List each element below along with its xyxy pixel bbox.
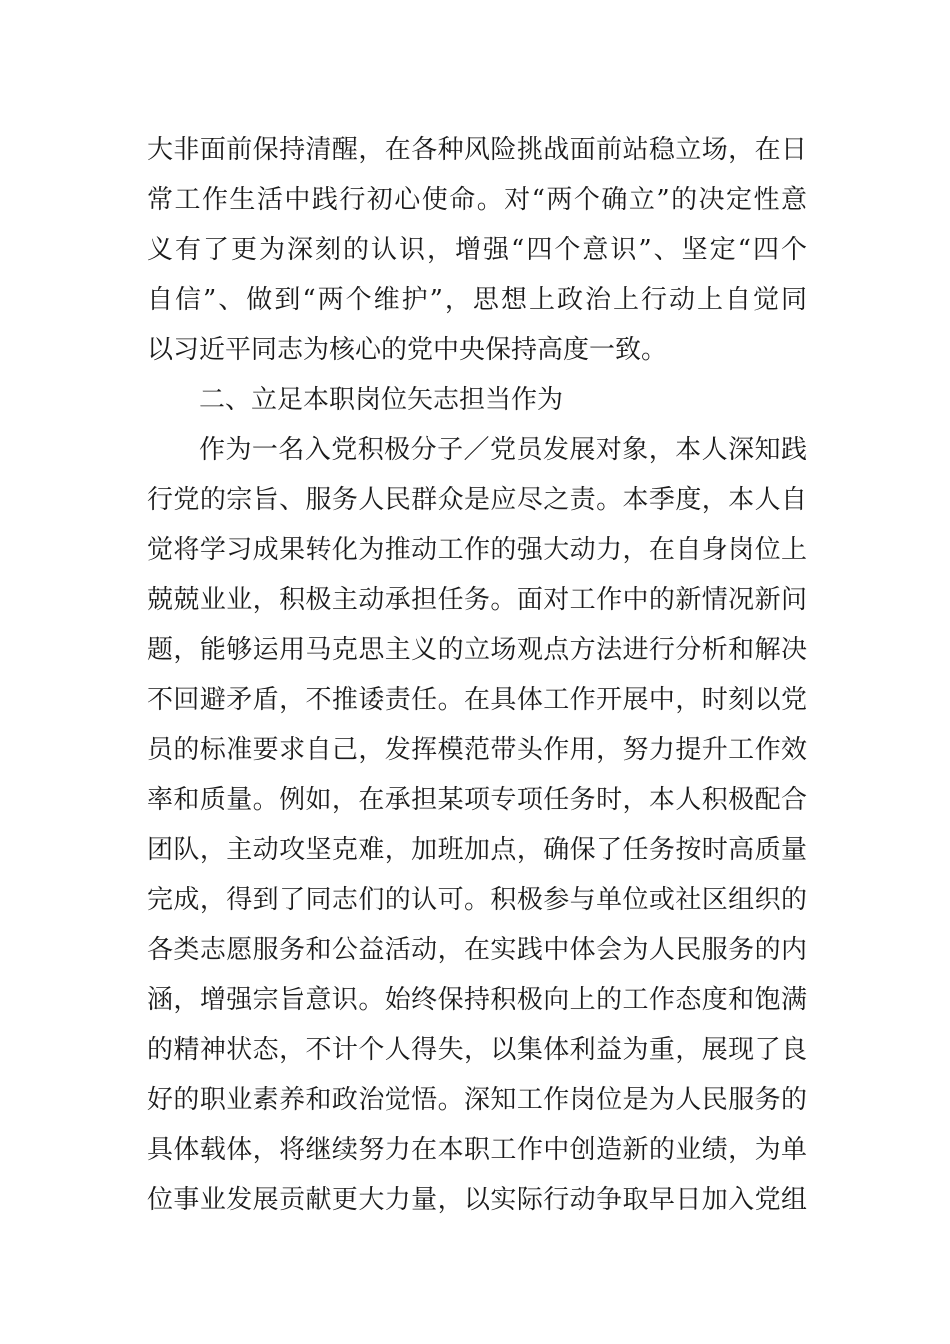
- paragraph-line: 以习近平同志为核心的党中央保持高度一致。: [147, 335, 668, 365]
- paragraph-line: 具体载体，将继续努力在本职工作中创造新的业绩，为单: [147, 1135, 807, 1165]
- paragraph-line: 兢兢业业，积极主动承担任务。面对工作中的新情况新问: [147, 585, 807, 615]
- paragraph-line: 自信”、做到“两个维护”，思想上政治上行动上自觉同: [147, 285, 807, 315]
- paragraph-line: 各类志愿服务和公益活动，在实践中体会为人民服务的内: [147, 935, 807, 965]
- paragraph-line: 的精神状态，不计个人得失，以集体利益为重，展现了良: [147, 1035, 807, 1065]
- paragraph-line: 位事业发展贡献更大力量，以实际行动争取早日加入党组: [147, 1185, 807, 1215]
- section-heading: 二、立足本职岗位矢志担当作为: [199, 385, 564, 415]
- paragraph-line: 行党的宗旨、服务人民群众是应尽之责。本季度，本人自: [147, 485, 807, 515]
- paragraph-line: 觉将学习成果转化为推动工作的强大动力，在自身岗位上: [147, 535, 807, 565]
- paragraph-line: 常工作生活中践行初心使命。对“两个确立”的决定性意: [147, 185, 807, 215]
- paragraph-line: 义有了更为深刻的认识，增强“四个意识”、坚定“四个: [147, 235, 807, 265]
- paragraph-line: 团队，主动攻坚克难，加班加点，确保了任务按时高质量: [147, 835, 807, 865]
- paragraph-line: 作为一名入党积极分子／党员发展对象，本人深知践: [199, 435, 807, 465]
- paragraph-line: 涵，增强宗旨意识。始终保持积极向上的工作态度和饱满: [147, 985, 807, 1015]
- document-body: [147, 125, 807, 1225]
- paragraph-line: 不回避矛盾，不推诿责任。在具体工作开展中，时刻以党: [147, 685, 807, 715]
- paragraph-line: 题，能够运用马克思主义的立场观点方法进行分析和解决: [147, 635, 807, 665]
- paragraph-line: 大非面前保持清醒，在各种风险挑战面前站稳立场，在日: [147, 135, 807, 165]
- paragraph-line: 好的职业素养和政治觉悟。深知工作岗位是为人民服务的: [147, 1085, 807, 1115]
- paragraph-line: 完成，得到了同志们的认可。积极参与单位或社区组织的: [147, 885, 807, 915]
- paragraph-line: 员的标准要求自己，发挥模范带头作用，努力提升工作效: [147, 735, 807, 765]
- paragraph-line: 率和质量。例如，在承担某项专项任务时，本人积极配合: [147, 785, 807, 815]
